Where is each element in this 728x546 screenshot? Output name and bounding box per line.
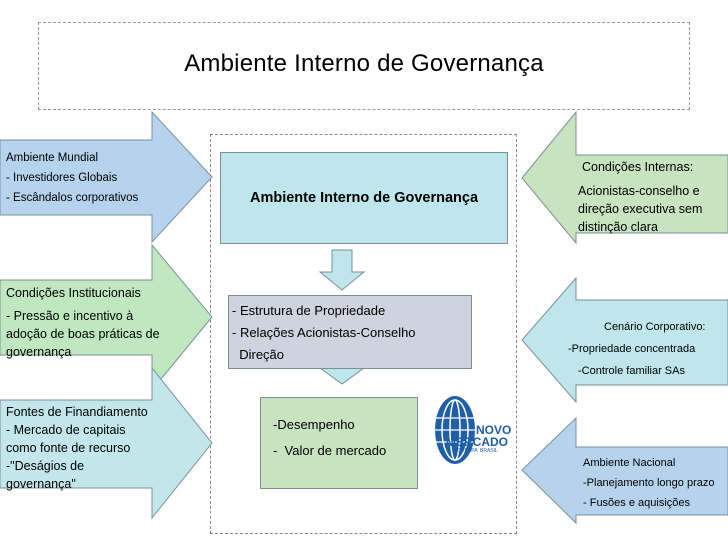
right-block-1: [578, 158, 728, 236]
structure-item: Direção: [232, 347, 285, 362]
left-block-2-line: Condições Institucionais: [6, 286, 141, 300]
outcome-item: - Valor de mercado: [273, 443, 387, 458]
left-block-3: [6, 403, 186, 493]
right-block-3-line: - Fusões e aquisições: [583, 497, 690, 509]
logo-text: [446, 423, 512, 454]
outcome-box: [260, 397, 418, 489]
outcome-item: -Desempenho: [273, 417, 355, 432]
left-block-3-line: como fonte de recurso: [6, 441, 131, 455]
structure-item: - Estrutura de Propriedade: [232, 303, 386, 318]
left-block-2-line: adoção de boas práticas de: [6, 327, 160, 341]
structure-item: - Relações Acionistas-Conselho: [232, 325, 416, 340]
left-block-2: [6, 284, 191, 361]
diagram-title: Ambiente Interno de Governança: [184, 50, 544, 77]
left-block-1-line: - Investidores Globais: [6, 172, 118, 184]
left-block-2-line: - Pressão e incentivo à: [6, 309, 134, 323]
left-block-1-line: - Escândalos corporativos: [6, 192, 139, 204]
left-block-1: [6, 150, 156, 207]
left-block-3-line: - Mercado de capitais: [6, 423, 126, 437]
right-block-1-line: distinção clara: [578, 220, 658, 234]
right-block-1-line: Acionistas-conselho e: [578, 184, 700, 198]
left-block-3-line: Fontes de Finandiamento: [6, 405, 148, 419]
main-environment-box: Ambiente Interno de Governança: [220, 152, 508, 244]
right-block-3-line: -Planejamento longo prazo: [583, 477, 715, 489]
right-block-3: [583, 454, 728, 512]
right-block-2-line: -Propriedade concentrada: [568, 343, 696, 355]
left-block-3-line: -"Deságios de: [6, 459, 85, 473]
right-block-2-line: Cenário Corporativo:: [604, 321, 706, 333]
left-block-3-line: governança": [6, 477, 76, 491]
right-block-1-line: direção executiva sem: [578, 202, 703, 216]
logo-line: MERCADO: [446, 435, 508, 449]
left-block-1-line: Ambiente Mundial: [6, 152, 99, 164]
logo-line: NOVO: [476, 423, 512, 437]
logo-line: BOVESPA BRASIL: [454, 448, 498, 454]
left-block-2-line: governança: [6, 345, 72, 359]
structure-box: [228, 295, 472, 369]
right-block-1-line: Condições Internas:: [582, 160, 694, 174]
right-block-2-line: -Controle familiar SAs: [578, 365, 685, 377]
down-arrow-1: [320, 250, 364, 290]
right-block-3-line: Ambiente Nacional: [583, 457, 676, 469]
right-block-2: [568, 318, 728, 380]
